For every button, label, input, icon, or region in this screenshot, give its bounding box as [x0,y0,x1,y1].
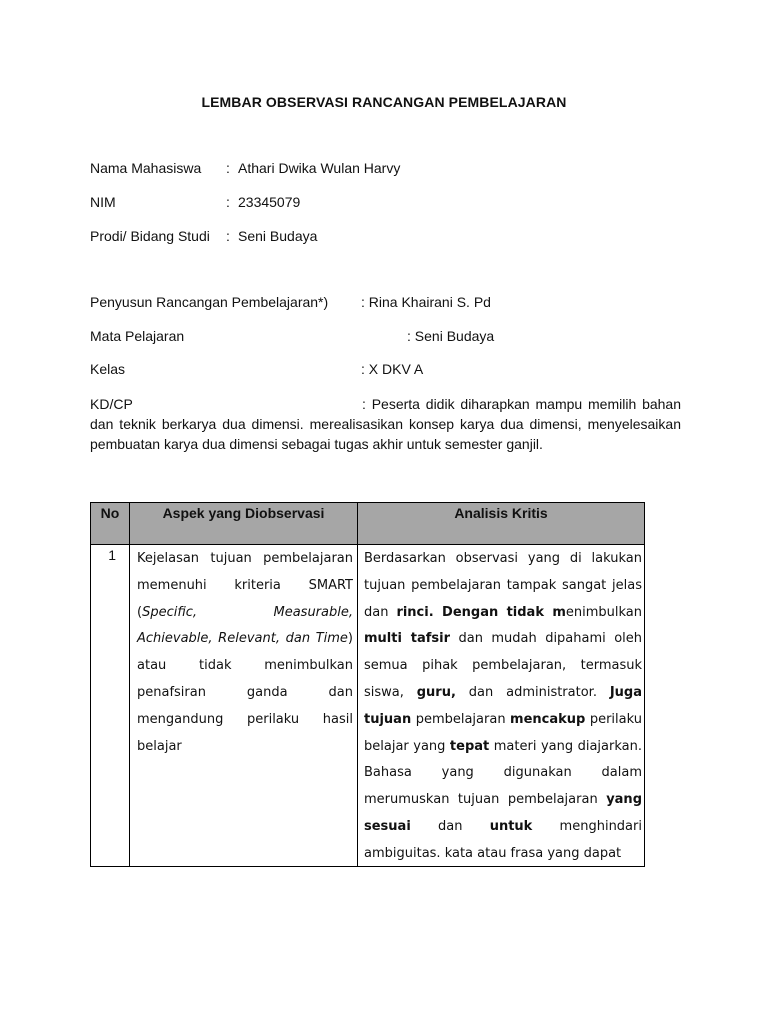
analisis-b7: yang sesuai [364,792,642,834]
analisis-b2: multi tafsir [364,631,451,647]
kdcp-label: KD/CP [90,396,133,412]
header-no: No [91,503,130,545]
mapel-label: Mata Pelajaran [90,328,185,344]
student-name-row [90,160,401,176]
student-name-value: Athari Dwika Wulan Harvy [238,160,401,176]
header-analisis: Analisis Kritis [358,503,645,545]
mapel-row [90,328,495,344]
prodi-value: Seni Budaya [238,228,318,244]
penyusun-value: : Rina Khairani S. Pd [361,294,491,310]
row-analisis-text [358,545,644,866]
student-name-colon: : [226,160,230,176]
kelas-value: : X DKV A [361,361,424,377]
row-analisis-cell [358,545,645,867]
analisis-s5: pembelajaran [411,711,511,727]
nim-colon: : [226,194,230,210]
penyusun-row [90,294,491,310]
prodi-row [90,228,318,244]
analisis-s8: dan [410,818,490,834]
analisis-s1: Berdasarkan observasi yang di lakukan tujuan pembelajaran tampak sangat jelas dan [364,551,642,620]
analisis-s3: dan mudah dipahami oleh semua pihak pembelajaran, termasuk siswa, [364,631,643,700]
analisis-b3: guru, [416,684,456,700]
table-header-row [91,503,645,545]
aspek-smart-terms: Specific, Measurable, Achievable, Relevant, dan Time [137,604,353,647]
row-no: 1 [91,545,130,867]
analisis-s7: materi yang diajarkan. Bahasa yang digunakan dalam merumuskan tujuan pembelajaran [364,738,642,808]
analisis-s6: perilaku belajar yang [364,711,642,754]
kdcp-paragraph [90,394,681,454]
kdcp-text: : Peserta didik diharapkan mampu memilih bahan dan teknik berkarya dua dimensi. merealisasikan konsep karya dua dimensi, menyelesaikan pembuatan karya dua dimensi sebagai tugas akhir untuk semester ganjil. [90,396,681,452]
penyusun-label: Penyusun Rancangan Pembelajaran*) [90,294,329,310]
prodi-colon: : [226,228,230,244]
page-title: LEMBAR OBSERVASI RANCANGAN PEMBELAJARAN [201,94,567,110]
row-aspek-text [130,545,357,760]
observation-table [90,502,645,867]
analisis-b1: rinci. Dengan tidak m [396,604,566,620]
mapel-value: : Seni Budaya [407,328,495,344]
nim-label: NIM [90,194,116,210]
nim-row [90,194,301,210]
student-name-label: Nama Mahasiswa [90,160,202,176]
aspek-text-1: Kejelasan tujuan pembelajaran memenuhi kriteria SMART ( [137,551,353,620]
analisis-b4: Juga tujuan [364,684,642,727]
table-row [91,545,645,867]
prodi-label: Prodi/ Bidang Studi [90,228,210,244]
kelas-row [90,361,424,377]
analisis-s9: menghindari ambiguitas. kata atau frasa yang dapat [364,818,642,861]
analisis-b6: tepat [449,738,490,754]
analisis-s2: enimbulkan [565,604,643,620]
analisis-s4: dan administrator. [455,684,610,700]
aspek-text-2: ) atau tidak menimbulkan penafsiran ganda dan mengandung perilaku hasil belajar [137,631,353,754]
analisis-b5: mencakup [510,711,586,727]
header-aspek: Aspek yang Diobservasi [130,503,358,545]
row-aspek-cell [130,545,358,867]
kelas-label: Kelas [90,361,126,377]
nim-value: 23345079 [238,194,301,210]
analisis-b8: untuk [489,818,533,834]
